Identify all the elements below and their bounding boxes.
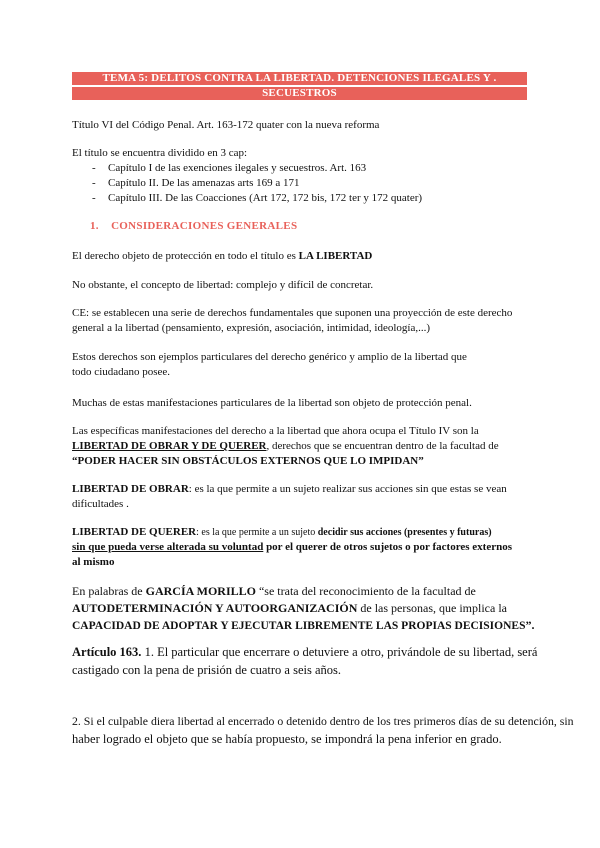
paragraph-libertad-obrar bbox=[72, 482, 527, 512]
term-libertad-querer: LIBERTAD DE QUERER bbox=[72, 526, 197, 538]
section-title: CONSIDERACIONES GENERALES bbox=[111, 220, 298, 232]
article-163-1 bbox=[72, 643, 538, 679]
paragraph-text: En palabras de bbox=[72, 584, 146, 598]
emphasis-autodeterminacion: AUTODETERMINACIÓN Y AUTOORGANIZACIÓN bbox=[72, 601, 358, 615]
paragraph-penal: Muchas de estas manifestaciones particulares de la libertad son objeto de protección penal. bbox=[72, 397, 472, 409]
list-item: - Capítulo II. De las amenazas arts 169 a 171 bbox=[92, 177, 300, 189]
paragraph-line: general a la libertad (pensamiento, expresión, asociación, intimidad, ideología,...) bbox=[72, 322, 430, 334]
paragraph-object bbox=[72, 249, 372, 263]
emphasis-libertad: LA LIBERTAD bbox=[298, 250, 373, 262]
topic-title-line-2: SECUESTROS bbox=[72, 87, 527, 100]
emphasis-capacidad: CAPACIDAD DE ADOPTAR Y EJECUTAR LIBREMENTE LAS PROPIAS DECISIONES bbox=[72, 620, 526, 632]
intro-paragraph: Título VI del Código Penal. Art. 163-172 quater con la nueva reforma bbox=[72, 119, 380, 131]
emphasis-voluntad: sin que pueda verse alterada su voluntad bbox=[72, 541, 264, 553]
paragraph-line: haber logrado el objeto que se había propuesto, se impondrá la pena inferior en grado. bbox=[72, 732, 502, 746]
paragraph-line: 2. Si el culpable diera libertad al encerrado o detenido dentro de los tres primeros días de su detención, sin bbox=[72, 714, 574, 728]
paragraph-line bbox=[72, 600, 527, 617]
topic-title-line-1: TEMA 5: DELITOS CONTRA LA LIBERTAD. DETENCIONES ILEGALES Y . bbox=[72, 72, 527, 85]
list-item: - Capítulo I de las exenciones ilegales y secuestros. Art. 163 bbox=[92, 162, 367, 174]
paragraph-line bbox=[72, 525, 527, 540]
paragraph-line: dificultades . bbox=[72, 498, 129, 510]
paragraph-line: al mismo bbox=[72, 556, 115, 568]
paragraph-text: 1. El particular que encerrare o detuviere a otro, privándole de su libertad, será bbox=[141, 645, 538, 659]
paragraph-text: “se trata del reconocimiento de la facultad de bbox=[255, 584, 476, 598]
list-item: - Capítulo III. De las Coacciones (Art 172, 172 bis, 172 ter y 172 quater) bbox=[92, 192, 423, 204]
section-number: 1. bbox=[90, 220, 99, 232]
paragraph-text: de las personas, que implica la bbox=[357, 601, 507, 615]
emphasis-poder-hacer: “PODER HACER SIN OBSTÁCULOS EXTERNOS QUE LO IMPIDAN” bbox=[72, 455, 424, 467]
paragraph-line bbox=[72, 482, 527, 497]
list-item-text: Capítulo II. De las amenazas arts 169 a 171 bbox=[108, 177, 300, 189]
paragraph-text: El derecho objeto de protección en todo el título es bbox=[72, 250, 299, 262]
term-libertad-obrar: LIBERTAD DE OBRAR bbox=[72, 483, 189, 495]
paragraph-text: , derechos que se encuentran dentro de la facultad de bbox=[266, 440, 499, 452]
paragraph-line bbox=[72, 617, 535, 635]
list-item-text: Capítulo III. De las Coacciones (Art 172, 172 bis, 172 ter y 172 quater) bbox=[108, 192, 423, 204]
paragraph-line: todo ciudadano posee. bbox=[72, 366, 171, 378]
author-name: GARCÍA MORILLO bbox=[145, 584, 256, 598]
paragraph-line: Estos derechos son ejemplos particulares del derecho genérico y amplio de la libertad que bbox=[72, 351, 467, 363]
paragraph-text: por el querer de otros sujetos o por factores externos bbox=[263, 541, 512, 553]
article-label: Artículo 163. bbox=[72, 645, 142, 659]
paragraph-line bbox=[72, 540, 527, 555]
emphasis-decidir: decidir sus acciones (presentes y futuras) bbox=[317, 527, 492, 538]
paragraph-line: castigado con la pena de prisión de cuatro a seis años. bbox=[72, 663, 342, 677]
paragraph-line bbox=[72, 643, 538, 661]
paragraph-text: ”. bbox=[525, 618, 535, 632]
division-lead: El título se encuentra dividido en 3 cap: bbox=[72, 147, 248, 159]
paragraph-text: : es la que permite a un sujeto realizar sus acciones sin que estas se vean bbox=[188, 483, 507, 495]
list-item-text: Capítulo I de las exenciones ilegales y secuestros. Art. 163 bbox=[108, 162, 367, 174]
paragraph-line bbox=[72, 583, 527, 600]
section-heading bbox=[90, 220, 297, 232]
paragraph-concept: No obstante, el concepto de libertad: complejo y difícil de concretar. bbox=[72, 279, 374, 291]
paragraph-garcia-morillo bbox=[72, 583, 535, 635]
paragraph-specific bbox=[72, 424, 527, 469]
paragraph-line: Las específicas manifestaciones del derecho a la libertad que ahora ocupa el Título IV son la bbox=[72, 425, 479, 437]
emphasis-libertad-obrar-querer: LIBERTAD DE OBRAR Y DE QUERER bbox=[72, 440, 267, 452]
paragraph-line bbox=[72, 439, 527, 454]
paragraph-libertad-querer bbox=[72, 525, 527, 570]
paragraph-line: CE: se establecen una serie de derechos fundamentales que suponen una proyección de este derecho bbox=[72, 307, 513, 319]
paragraph-rights bbox=[72, 350, 527, 380]
article-163-2 bbox=[72, 712, 600, 748]
paragraph-text: : es la que permite a un sujeto bbox=[196, 527, 318, 538]
paragraph-ce bbox=[72, 306, 527, 336]
